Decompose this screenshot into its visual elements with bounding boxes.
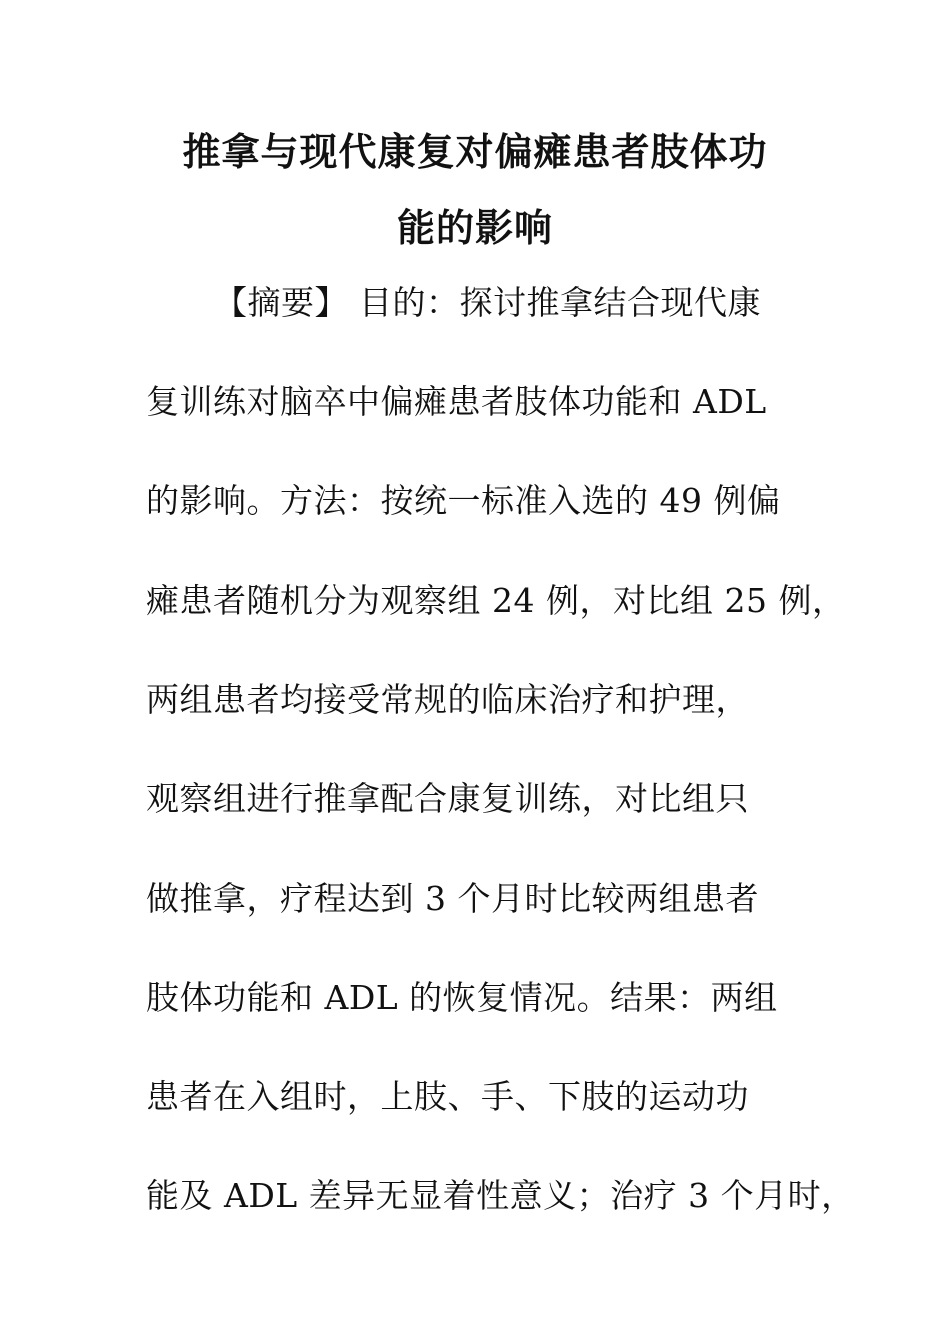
- abstract-line: 观察组进行推拿配合康复训练，对比组只: [146, 779, 749, 818]
- abstract-label: 【摘要】: [214, 283, 348, 322]
- abstract-line: 瘫患者随机分为观察组 24 例，对比组 25 例，: [146, 581, 846, 620]
- document-title-line-2: 能的影响: [396, 206, 553, 250]
- abstract-line: 复训练对脑卒中偏瘫患者肢体功能和 ADL: [146, 382, 767, 421]
- abstract-line: 的影响。方法：按统一标准入选的 49 例偏: [146, 481, 781, 520]
- abstract-line: 患者在入组时，上肢、手、下肢的运动功: [146, 1077, 749, 1116]
- abstract-line: 做推拿，疗程达到 3 个月时比较两组患者: [146, 879, 759, 918]
- abstract-line: 能及 ADL 差异无显着性意义；治疗 3 个月时，: [146, 1176, 855, 1215]
- abstract-line: 肢体功能和 ADL 的恢复情况。结果：两组: [146, 978, 778, 1017]
- abstract-line: 两组患者均接受常规的临床治疗和护理，: [146, 680, 749, 719]
- abstract-first-line: [214, 283, 914, 323]
- abstract-first-line-text: 目的：探讨推拿结合现代康: [348, 283, 761, 322]
- document-title-line-1: 推拿与现代康复对偏瘫患者肢体功: [182, 130, 768, 174]
